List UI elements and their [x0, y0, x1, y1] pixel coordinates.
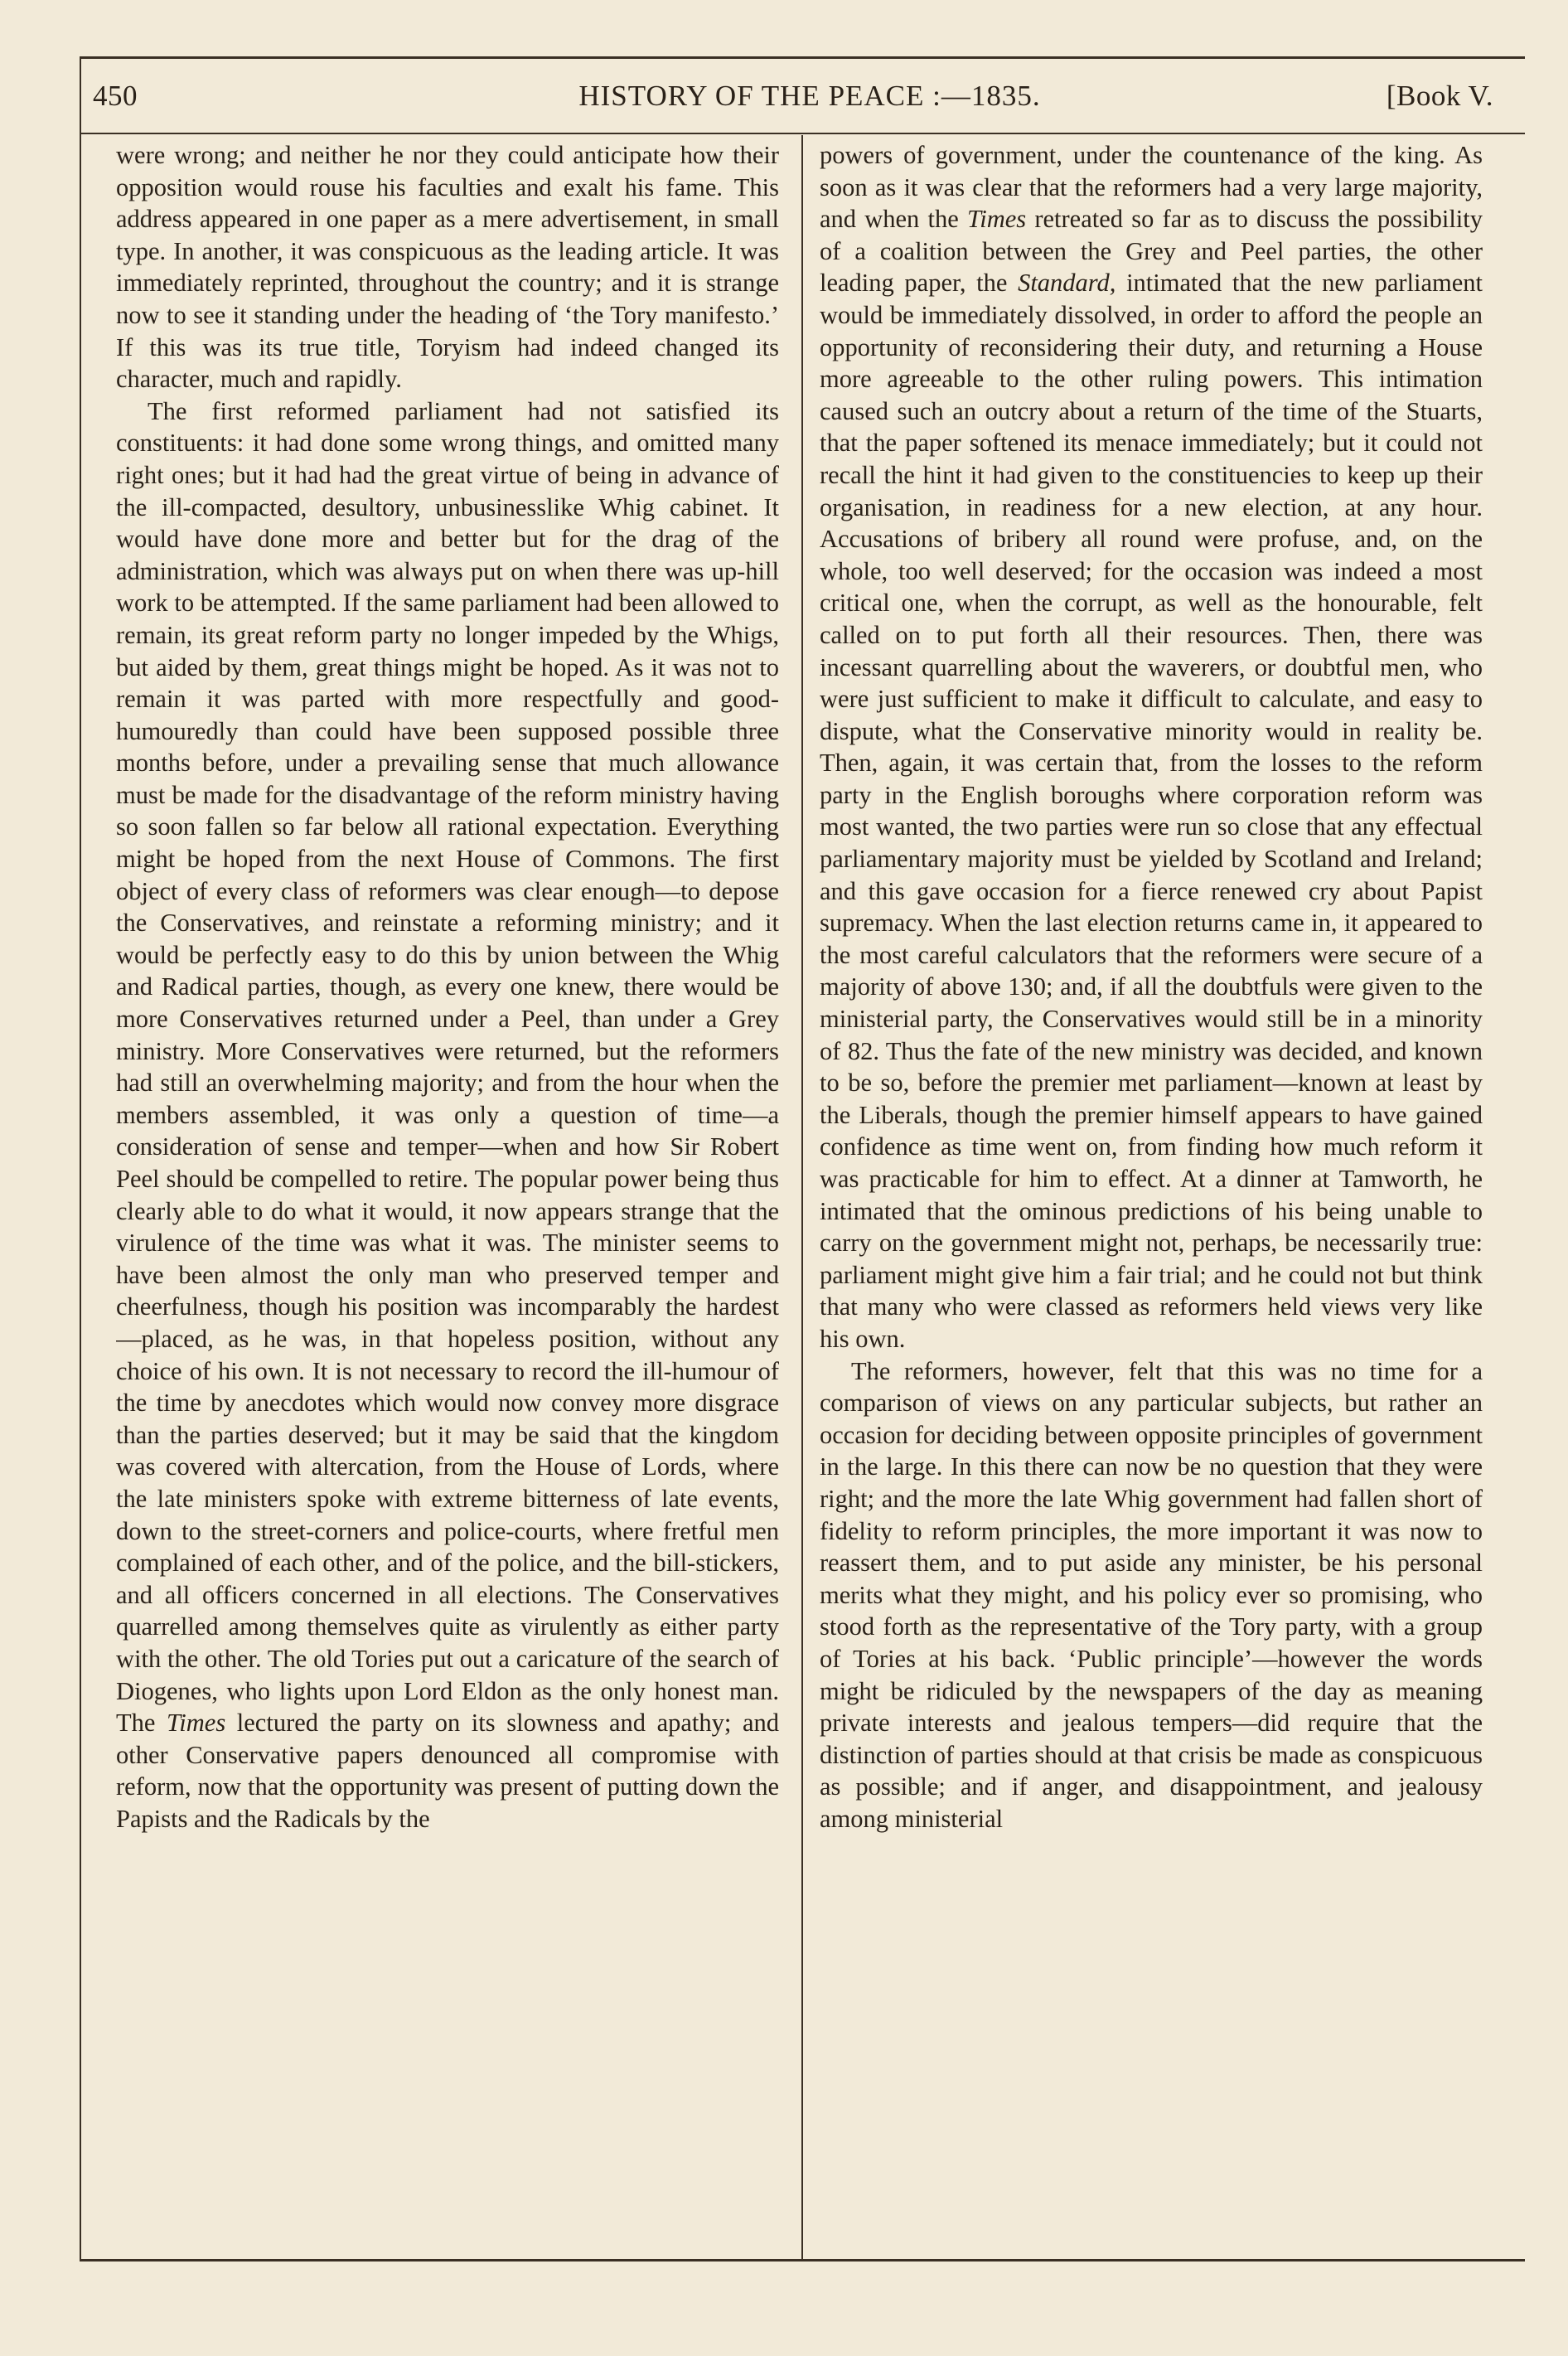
paragraph-text: powers of government, under the countenance of the king. As soon as it was clear that the reformers had a very large majority, and when the [820, 141, 1483, 234]
newspaper-title: Times [167, 1709, 226, 1738]
column-rule [801, 135, 803, 2259]
left-column [116, 139, 779, 2237]
paragraph: The reformers, however, felt that this was no time for a comparison of views on any particular subjects, but rather an occasion for deciding between opposite principles of government in the large. In this there can now be no question that they were right; and the more the late Whig government had fallen short of fidelity to reform principles, the more important it was now to reassert them, and to put aside any minister, be his personal merits what they might, and his policy ever so promising, who stood forth as the representative of the Tory party, with a group of Tories at his back. ‘Public principle’—however the words might be ridiculed by the newspapers of the day as meaning private interests and jealous tempers—did require that the distinction of parties should at that crisis be made as conspicuous as possible; and if anger, and disappointment, and jealousy among ministerial [820, 1356, 1483, 1833]
paragraph [820, 139, 1483, 1355]
newspaper-title: Standard, [1018, 269, 1116, 298]
paragraph-text: lectured the party on its slowness and apathy; and other Conservative papers denounced all compromise with reform, now that the opportunity was present of putting down the Papists and the Radicals by the [116, 1709, 779, 1833]
running-header [93, 80, 1527, 126]
running-title: HISTORY OF THE PEACE :—1835. [578, 80, 1041, 112]
book-label: [Book V. [1386, 80, 1493, 112]
paragraph [116, 395, 779, 1835]
right-column [820, 139, 1483, 2237]
paragraph-text: intimated that the new parliament would be immediately dissolved, in order to afford the people an opportunity of reconsidering their duty, and returning a House more agreeable to the other ruling powers. This intimation caused such an outcry about a return of the time of the Stuarts, that the paper softened its menace immediately; but it could not recall the hint it had given to the constituencies to keep up their organisation, in readiness for a new election, at any hour. Accusations of bribery all round were profuse, and, on the whole, too well deserved; for the occasion was indeed a most critical one, when the corrupt, as well as the honourable, felt called on to put forth all their resources. Then, there was incessant quarrelling about the waverers, or doubtful men, who were just sufficient to make it difficult to calculate, and easy to dispute, what the Conservative minority would in reality be. Then, again, it was certain that, from the losses to the reform party in the English boroughs where corporation reform was most wanted, the two parties were run so close that any effectual parliamentary majority must be yielded by Scotland and Ireland; and this gave occasion for a fierce renewed cry about Papist supremacy. When the last election returns came in, it appeared to the most careful calculators that the reformers were secure of a majority of above 130; and, if all the doubtfuls were given to the ministerial party, the Conservatives would still be in a minority of 82. Thus the fate of the new ministry was decided, and known to be so, before the premier met parliament—known at least by the Liberals, though the premier himself appears to have gained confidence as time went on, from finding how much reform it was practicable for him to effect. At a dinner at Tamworth, he intimated that the ominous predictions of his being unable to carry on the government might not, perhaps, be necessarily true: parliament might give him a fair trial; and he could not but think that many who were classed as reformers held views very like his own. [820, 269, 1483, 1353]
paragraph-text: The first reformed parliament had not satisfied its constituents: it had done some wrong things, and omitted many right ones; but it had had the great virtue of being in advance of the ill-compacted, desultory, unbusinesslike Whig cabinet. It would have done more and better but for the drag of the administration, which was always put on when there was up-hill work to be attempted. If the same parliament had been allowed to remain, its great reform party no longer impeded by the Whigs, but aided by them, great things might be hoped. As it was not to remain it was parted with more respectfully and good-humouredly than could have been supposed possible three months before, under a prevailing sense that much allowance must be made for the disadvantage of the reform ministry having so soon fallen so far below all rational expectation. Everything might be hoped from the next House of Commons. The first object of every class of reformers was clear enough—to depose the Conservatives, and reinstate a reforming ministry; and it would be perfectly easy to do this by union between the Whig and Radical parties, though, as every one knew, there would be more Conservatives returned under a Peel, than under a Grey ministry. More Conservatives were returned, but the reformers had still an overwhelming majority; and from the hour when the members assembled, it was only a question of time—a consideration of sense and temper—when and how Sir Robert Peel should be compelled to retire. The popular power being thus clearly able to do what it would, it now appears strange that the virulence of the time was what it was. The minister seems to have been almost the only man who preserved temper and cheerfulness, though his position was incomparably the hardest—placed, as he was, in that hopeless position, without any choice of his own. It is not necessary to record the ill-humour of the time by anecdotes which would now convey more disgrace than the parties deserved; but it may be said that the kingdom was covered with altercation, from the House of Lords, where the late ministers spoke with extreme bitterness of late events, down to the street-corners and police-courts, where fretful men complained of each other, and of the police, and the bill-stickers, and all officers concerned in all elections. The Conservatives quarrelled among themselves quite as virulently as either party with the other. The old Tories put out a caricature of the search of Diogenes, who lights upon Lord Eldon as the only honest man. The [116, 396, 779, 1738]
paragraph-text: retreated so far as to discuss the possibility of a coalition between the Grey and Peel parties, the other leading paper, the [820, 205, 1483, 298]
paragraph: were wrong; and neither he nor they could anticipate how their opposition would rouse his faculties and exalt his fame. This address appeared in one paper as a mere advertisement, in small type. In another, it was conspicuous as the leading article. It was immediately reprinted, throughout the country; and it is strange now to see it standing under the heading of ‘the Tory manifesto.’ If this was its true title, Toryism had indeed changed its character, much and rapidly. [116, 141, 779, 394]
page-number: 450 [93, 80, 138, 112]
header-rule [80, 133, 1525, 134]
newspaper-title: Times [966, 205, 1027, 234]
